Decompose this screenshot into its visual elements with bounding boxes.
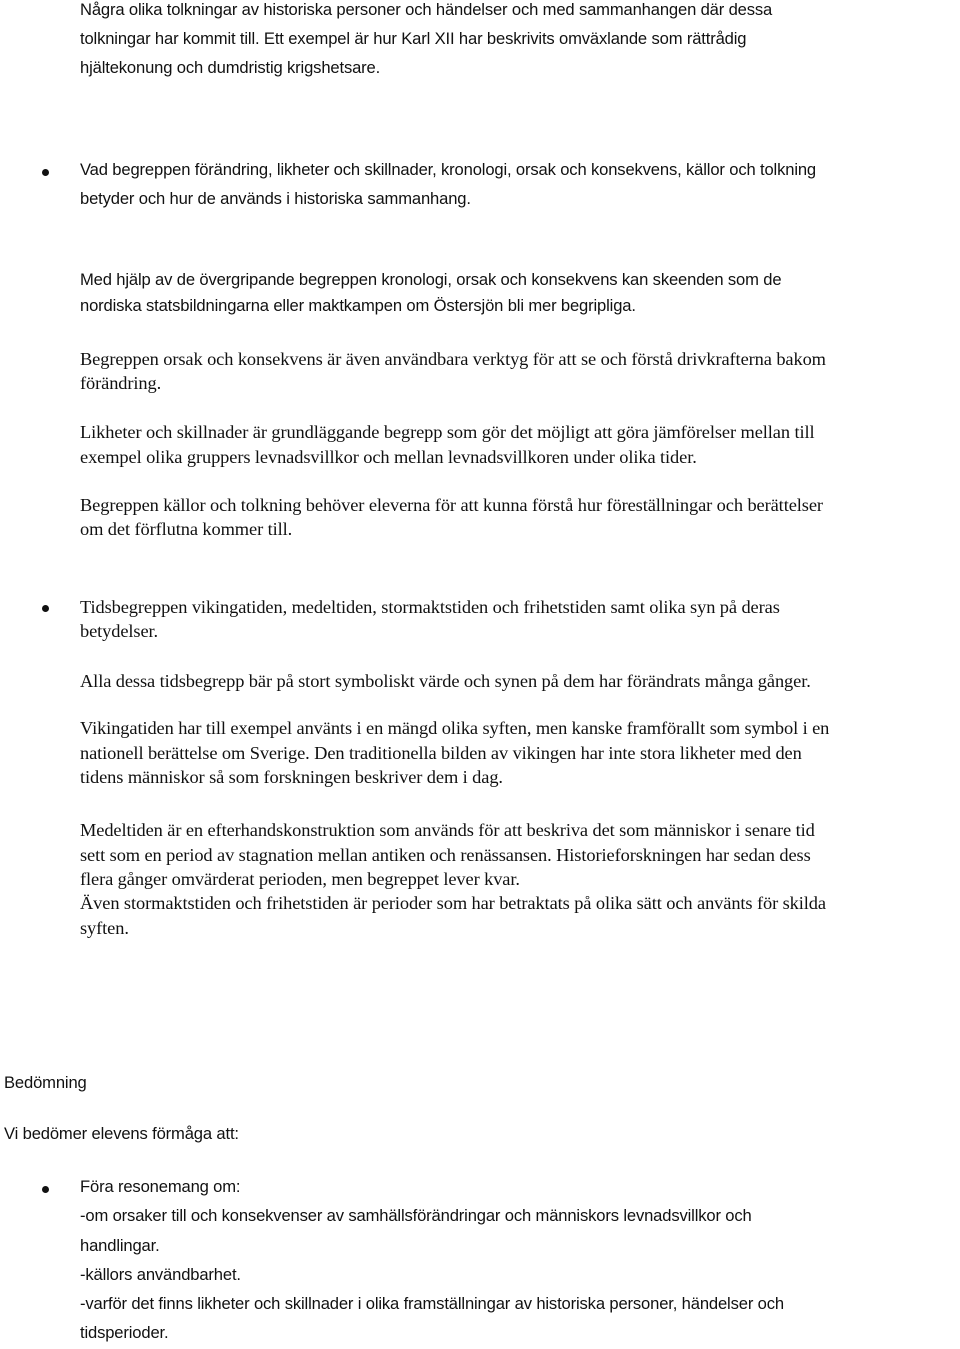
text-line: Tidsbegreppen vikingatiden, medeltiden, stormaktstiden och frihetstiden samt olika syn på deras — [80, 597, 780, 617]
text-line: Vikingatiden har till exempel använts i en mängd olika syften, men kanske framförallt som symbol i en — [80, 718, 830, 738]
text-line: Begreppen källor och tolkning behöver eleverna för att kunna förstå hur föreställningar och berättelser — [80, 495, 823, 515]
assessment-intro: Vi bedömer elevens förmåga att: — [4, 1124, 239, 1143]
text-line: tidens människor så som forskningen beskriver dem i dag. — [80, 767, 503, 787]
text-line: sett som en period av stagnation mellan antiken och renässansen. Historieforskningen har sedan dess — [80, 845, 811, 865]
text-line: betyder och hur de används i historiska sammanhang. — [80, 189, 471, 208]
text-line: flera gånger omvärderat perioden, men begreppet lever kvar. — [80, 869, 520, 889]
text-line: Likheter och skillnader är grundläggande begrepp som gör det möjligt att göra jämförelser mellan till — [80, 422, 815, 442]
text-line: hjältekonung och dumdristig krigshetsare. — [80, 58, 381, 77]
section-heading: Bedömning — [4, 1073, 87, 1092]
text-line: tidsperioder. — [80, 1323, 169, 1342]
text-line: förändring. — [80, 373, 162, 393]
text-line: Alla dessa tidsbegrepp bär på stort symboliskt värde och synen på dem har förändrats många gånger. — [80, 671, 811, 691]
text-line: betydelser. — [80, 621, 159, 641]
text-line: Med hjälp av de övergripande begreppen kronologi, orsak och konsekvens kan skeenden som de — [80, 270, 782, 289]
text-line: Vad begreppen förändring, likheter och skillnader, kronologi, orsak och konsekvens, källor och tolkning — [80, 160, 817, 179]
text-line: -om orsaker till och konsekvenser av samhällsförändringar och människors levnadsvillkor och — [80, 1206, 752, 1225]
text-line: Föra resonemang om: — [80, 1177, 241, 1196]
text-line: Några olika tolkningar av historiska personer och händelser och med sammanhangen där dessa — [80, 0, 773, 19]
text-line: nordiska statsbildningarna eller maktkampen om Östersjön bli mer begripliga. — [80, 296, 636, 315]
text-line: exempel olika gruppers levnadsvillkor och mellan levnadsvillkoren under olika tider. — [80, 447, 697, 467]
bullet-icon — [42, 1186, 49, 1193]
text-line: tolkningar har kommit till. Ett exempel är hur Karl XII har beskrivits omväxlande som rättrådig — [80, 29, 747, 48]
text-line: Medeltiden är en efterhandskonstruktion som används för att beskriva det som människor i senare tid — [80, 820, 815, 840]
text-line: om det förflutna kommer till. — [80, 519, 293, 539]
text-line: nationell berättelse om Sverige. Den traditionella bilden av vikingen har inte stora likheter med den — [80, 743, 802, 763]
bullet-icon — [42, 605, 49, 612]
text-line: syften. — [80, 918, 129, 938]
text-line: -källors användbarhet. — [80, 1265, 241, 1284]
text-line: -varför det finns likheter och skillnader i olika framställningar av historiska personer, händelser och — [80, 1294, 784, 1313]
bullet-icon — [42, 169, 49, 176]
text-line: Begreppen orsak och konsekvens är även användbara verktyg för att se och förstå drivkrafterna bakom — [80, 349, 826, 369]
text-line: handlingar. — [80, 1236, 160, 1255]
text-line: Även stormaktstiden och frihetstiden är perioder som har betraktats på olika sätt och använts för skilda — [80, 893, 826, 913]
